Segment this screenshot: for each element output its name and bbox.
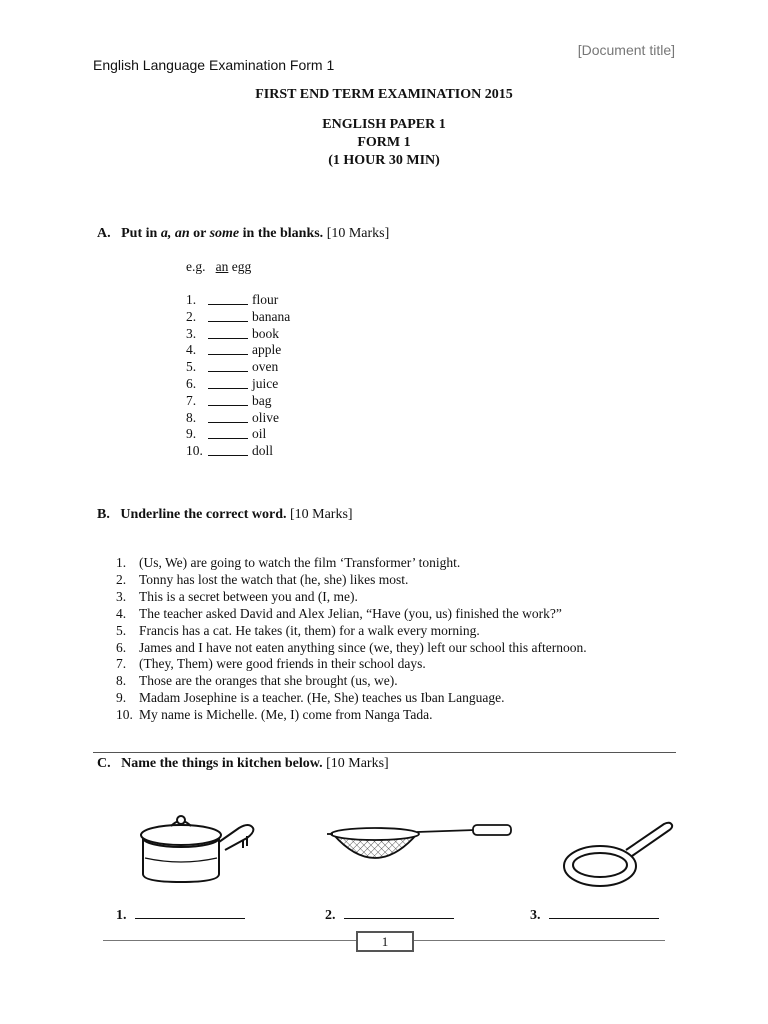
item-word: banana: [252, 308, 291, 324]
section-b-heading: [97, 507, 353, 523]
example-prefix: e.g.: [186, 259, 206, 274]
answer-blank[interactable]: [208, 426, 248, 439]
section-a-word-or: or: [189, 226, 210, 241]
answer-blank[interactable]: [208, 359, 248, 372]
item-number: 8.: [116, 673, 127, 689]
section-divider: [93, 752, 676, 753]
section-a-instruction-suffix: in the blanks.: [239, 226, 324, 241]
list-item: [116, 656, 587, 673]
list-item: [186, 326, 290, 343]
item-sentence[interactable]: Madam Josephine is a teacher. (He, She) teaches us Iban Language.: [139, 690, 505, 706]
list-item: [186, 359, 290, 376]
item-number: 1.: [186, 292, 197, 307]
section-a-letter: A.: [97, 226, 111, 241]
item-word: bag: [252, 392, 272, 408]
item-number: 3.: [186, 325, 197, 341]
answer-blank[interactable]: [208, 342, 248, 355]
list-item: [186, 426, 290, 443]
exam-title: FIRST END TERM EXAMINATION 2015: [255, 87, 513, 102]
item-word: oven: [252, 359, 279, 375]
list-item: [186, 376, 290, 393]
item-number: 3.: [116, 588, 127, 604]
item-number: 10.: [186, 443, 203, 459]
item-number: 6.: [186, 375, 197, 391]
item-sentence[interactable]: James and I have not eaten anything since (we, they) left our school this afternoon.: [139, 639, 587, 655]
answer-blank[interactable]: [208, 393, 248, 406]
list-item: [186, 443, 290, 460]
item-word: doll: [252, 443, 274, 459]
item-number: 7.: [186, 392, 197, 408]
item-number: 1.: [116, 555, 127, 570]
item-number: 2.: [186, 308, 197, 324]
list-item: [186, 410, 290, 427]
section-a-word-a-an: a, an: [160, 226, 190, 241]
item-word: juice: [252, 375, 279, 391]
answer-blank[interactable]: [208, 410, 248, 423]
section-b-letter: B.: [97, 507, 110, 522]
item-number: 2.: [116, 571, 127, 587]
answer-blank[interactable]: [208, 292, 248, 305]
item-number: 5.: [186, 359, 197, 375]
answer-2: [325, 906, 454, 924]
section-c-marks: [10 Marks]: [326, 756, 389, 771]
section-c-heading: [97, 756, 389, 772]
answer-1: [116, 906, 245, 924]
section-b-instruction: Underline the correct word.: [120, 507, 287, 522]
section-a-instruction-prefix: Put in: [121, 226, 161, 241]
header-exam-name: English Language Examination Form 1: [93, 57, 335, 73]
list-item: [116, 589, 587, 606]
section-c-letter: C.: [97, 756, 111, 771]
list-item: [116, 640, 587, 657]
item-word: flour: [252, 292, 279, 307]
list-item: [186, 393, 290, 410]
list-item: [116, 673, 587, 690]
answer-line[interactable]: [135, 906, 245, 919]
section-a-word-some: some: [209, 226, 240, 241]
example-answer: an: [215, 259, 229, 274]
answer-number: 3.: [530, 908, 541, 923]
item-number: 8.: [186, 409, 197, 425]
item-sentence[interactable]: Francis has a cat. He takes (it, them) for a walk every morning.: [139, 622, 480, 638]
list-item: [116, 555, 587, 572]
section-a-example: [186, 259, 251, 275]
item-number: 7.: [116, 656, 127, 672]
item-number: 10.: [116, 707, 133, 723]
item-sentence[interactable]: (They, Them) were good friends in their school days.: [139, 656, 426, 672]
item-sentence[interactable]: This is a secret between you and (I, me).: [139, 588, 358, 604]
document-title: [Document title]: [577, 42, 675, 58]
section-a-marks: [10 Marks]: [326, 226, 390, 241]
saucepan-icon: [135, 808, 260, 888]
section-a-list: [186, 292, 290, 460]
answer-blank[interactable]: [208, 309, 248, 322]
item-number: 5.: [116, 622, 127, 638]
list-item: [116, 606, 587, 623]
item-number: 9.: [186, 426, 197, 442]
answer-line[interactable]: [549, 906, 659, 919]
item-number: 4.: [116, 605, 127, 621]
frying-pan-icon: [560, 818, 680, 893]
item-word: book: [252, 325, 279, 341]
answer-line[interactable]: [344, 906, 454, 919]
section-c-instruction: Name the things in kitchen below.: [121, 756, 323, 771]
item-word: oil: [252, 426, 267, 442]
section-a-heading: [97, 226, 389, 242]
item-sentence[interactable]: The teacher asked David and Alex Jelian, “Have (you, us) finished the work?”: [139, 605, 562, 621]
list-item: [186, 342, 290, 359]
item-sentence[interactable]: Those are the oranges that she brought (us, we).: [139, 673, 398, 689]
item-sentence[interactable]: Tonny has lost the watch that (he, she) likes most.: [139, 571, 409, 587]
item-word: olive: [252, 409, 279, 425]
list-item: [116, 572, 587, 589]
answer-blank[interactable]: [208, 326, 248, 339]
list-item: [186, 309, 290, 326]
section-b-list: [116, 555, 587, 724]
list-item: [116, 707, 587, 724]
section-b-marks: [10 Marks]: [289, 507, 353, 522]
strainer-icon: [325, 820, 515, 885]
exam-form: FORM 1: [357, 135, 411, 150]
answer-blank[interactable]: [208, 443, 248, 456]
item-number: 9.: [116, 690, 127, 706]
answer-3: [530, 906, 659, 924]
item-number: 6.: [116, 639, 127, 655]
answer-blank[interactable]: [208, 376, 248, 389]
answer-number: 2.: [325, 908, 336, 923]
page-number: 1: [356, 931, 414, 952]
item-sentence[interactable]: (Us, We) are going to watch the film ‘Transformer’ tonight.: [139, 555, 461, 570]
list-item: [116, 690, 587, 707]
item-sentence[interactable]: My name is Michelle. (Me, I) come from Nanga Tada.: [139, 707, 433, 723]
list-item: [116, 623, 587, 640]
exam-paper: ENGLISH PAPER 1: [322, 117, 446, 132]
list-item: [186, 292, 290, 309]
item-word: apple: [252, 342, 282, 358]
item-number: 4.: [186, 342, 197, 358]
exam-duration: (1 HOUR 30 MIN): [328, 153, 440, 168]
example-word: egg: [231, 259, 252, 274]
answer-number: 1.: [116, 908, 127, 923]
